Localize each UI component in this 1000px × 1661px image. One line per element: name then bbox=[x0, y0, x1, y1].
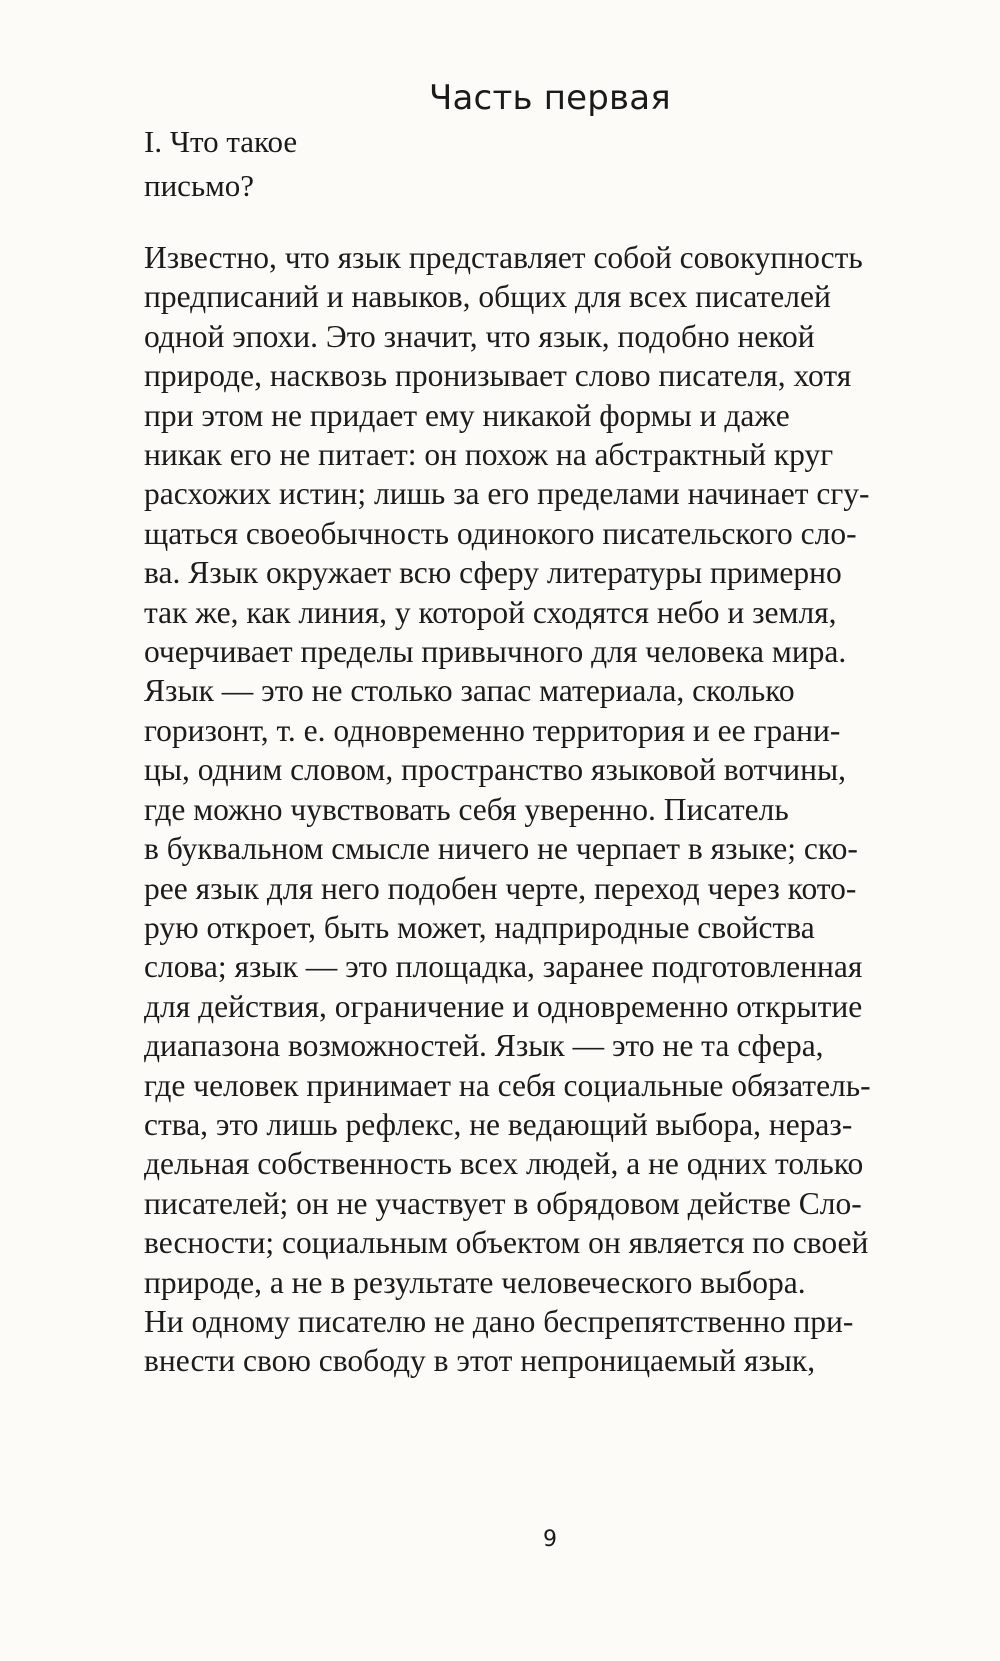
text-line: горизонт, т. е. одновременно территория и ее грани- bbox=[144, 712, 841, 748]
chapter-title-line-1: I. Что такое bbox=[144, 124, 298, 159]
text-line: природе, насквозь пронизывает слово писателя, хотя bbox=[144, 358, 852, 394]
text-line: расхожих истин; лишь за его пределами начинает сгу- bbox=[144, 476, 870, 512]
text-line: очерчивает пределы привычного для человека мира. bbox=[144, 634, 847, 670]
text-line: ства, это лишь рефлекс, не ведающий выбора, нераз- bbox=[144, 1106, 853, 1142]
text-line: писателей; он не участвует в обрядовом действе Сло- bbox=[144, 1185, 862, 1221]
text-line: щаться своеобычность одинокого писательского сло- bbox=[144, 515, 857, 551]
part-title: Часть первая bbox=[429, 78, 671, 118]
page-number: 9 bbox=[543, 1527, 557, 1552]
chapter-title-line-2: письмо? bbox=[144, 168, 254, 203]
text-line: никак его не питает: он похож на абстрактный круг bbox=[144, 437, 834, 473]
body-text bbox=[144, 238, 944, 1381]
chapter-title bbox=[144, 120, 297, 208]
text-line: одной эпохи. Это значит, что язык, подобно некой bbox=[144, 318, 815, 354]
text-line: слова; язык — это площадка, заранее подготовленная bbox=[144, 949, 863, 985]
text-line: ва. Язык окружает всю сферу литературы примерно bbox=[144, 555, 842, 591]
text-line: цы, одним словом, пространство языковой вотчины, bbox=[144, 752, 847, 788]
text-line: для действия, ограничение и одновременно открытие bbox=[144, 988, 863, 1024]
text-line: весности; социальным объектом он является по своей bbox=[144, 1225, 869, 1261]
text-line: при этом не придает ему никакой формы и даже bbox=[144, 397, 790, 433]
text-line: дельная собственность всех людей, а не одних только bbox=[144, 1146, 864, 1182]
text-line: Ни одному писателю не дано беспрепятственно при- bbox=[144, 1303, 854, 1339]
text-line: Язык — это не столько запас материала, сколько bbox=[144, 673, 795, 709]
text-line: внести свою свободу в этот непроницаемый язык, bbox=[144, 1343, 816, 1379]
text-line: в буквальном смысле ничего не черпает в языке; ско- bbox=[144, 831, 858, 867]
text-line: предписаний и навыков, общих для всех писателей bbox=[144, 279, 831, 315]
text-line: рую откроет, быть может, надприродные свойства bbox=[144, 909, 815, 945]
text-line: рее язык для него подобен черте, переход через кото- bbox=[144, 870, 857, 906]
text-line: где человек принимает на себя социальные обязатель- bbox=[144, 1067, 871, 1103]
text-line: диапазона возможностей. Язык — это не та сфера, bbox=[144, 1028, 824, 1064]
text-line: так же, как линия, у которой сходятся небо и земля, bbox=[144, 594, 837, 630]
text-line: Известно, что язык представляет собой совокупность bbox=[144, 240, 863, 275]
text-line: где можно чувствовать себя уверенно. Писатель bbox=[144, 791, 789, 827]
text-line: природе, а не в результате человеческого выбора. bbox=[144, 1264, 806, 1300]
